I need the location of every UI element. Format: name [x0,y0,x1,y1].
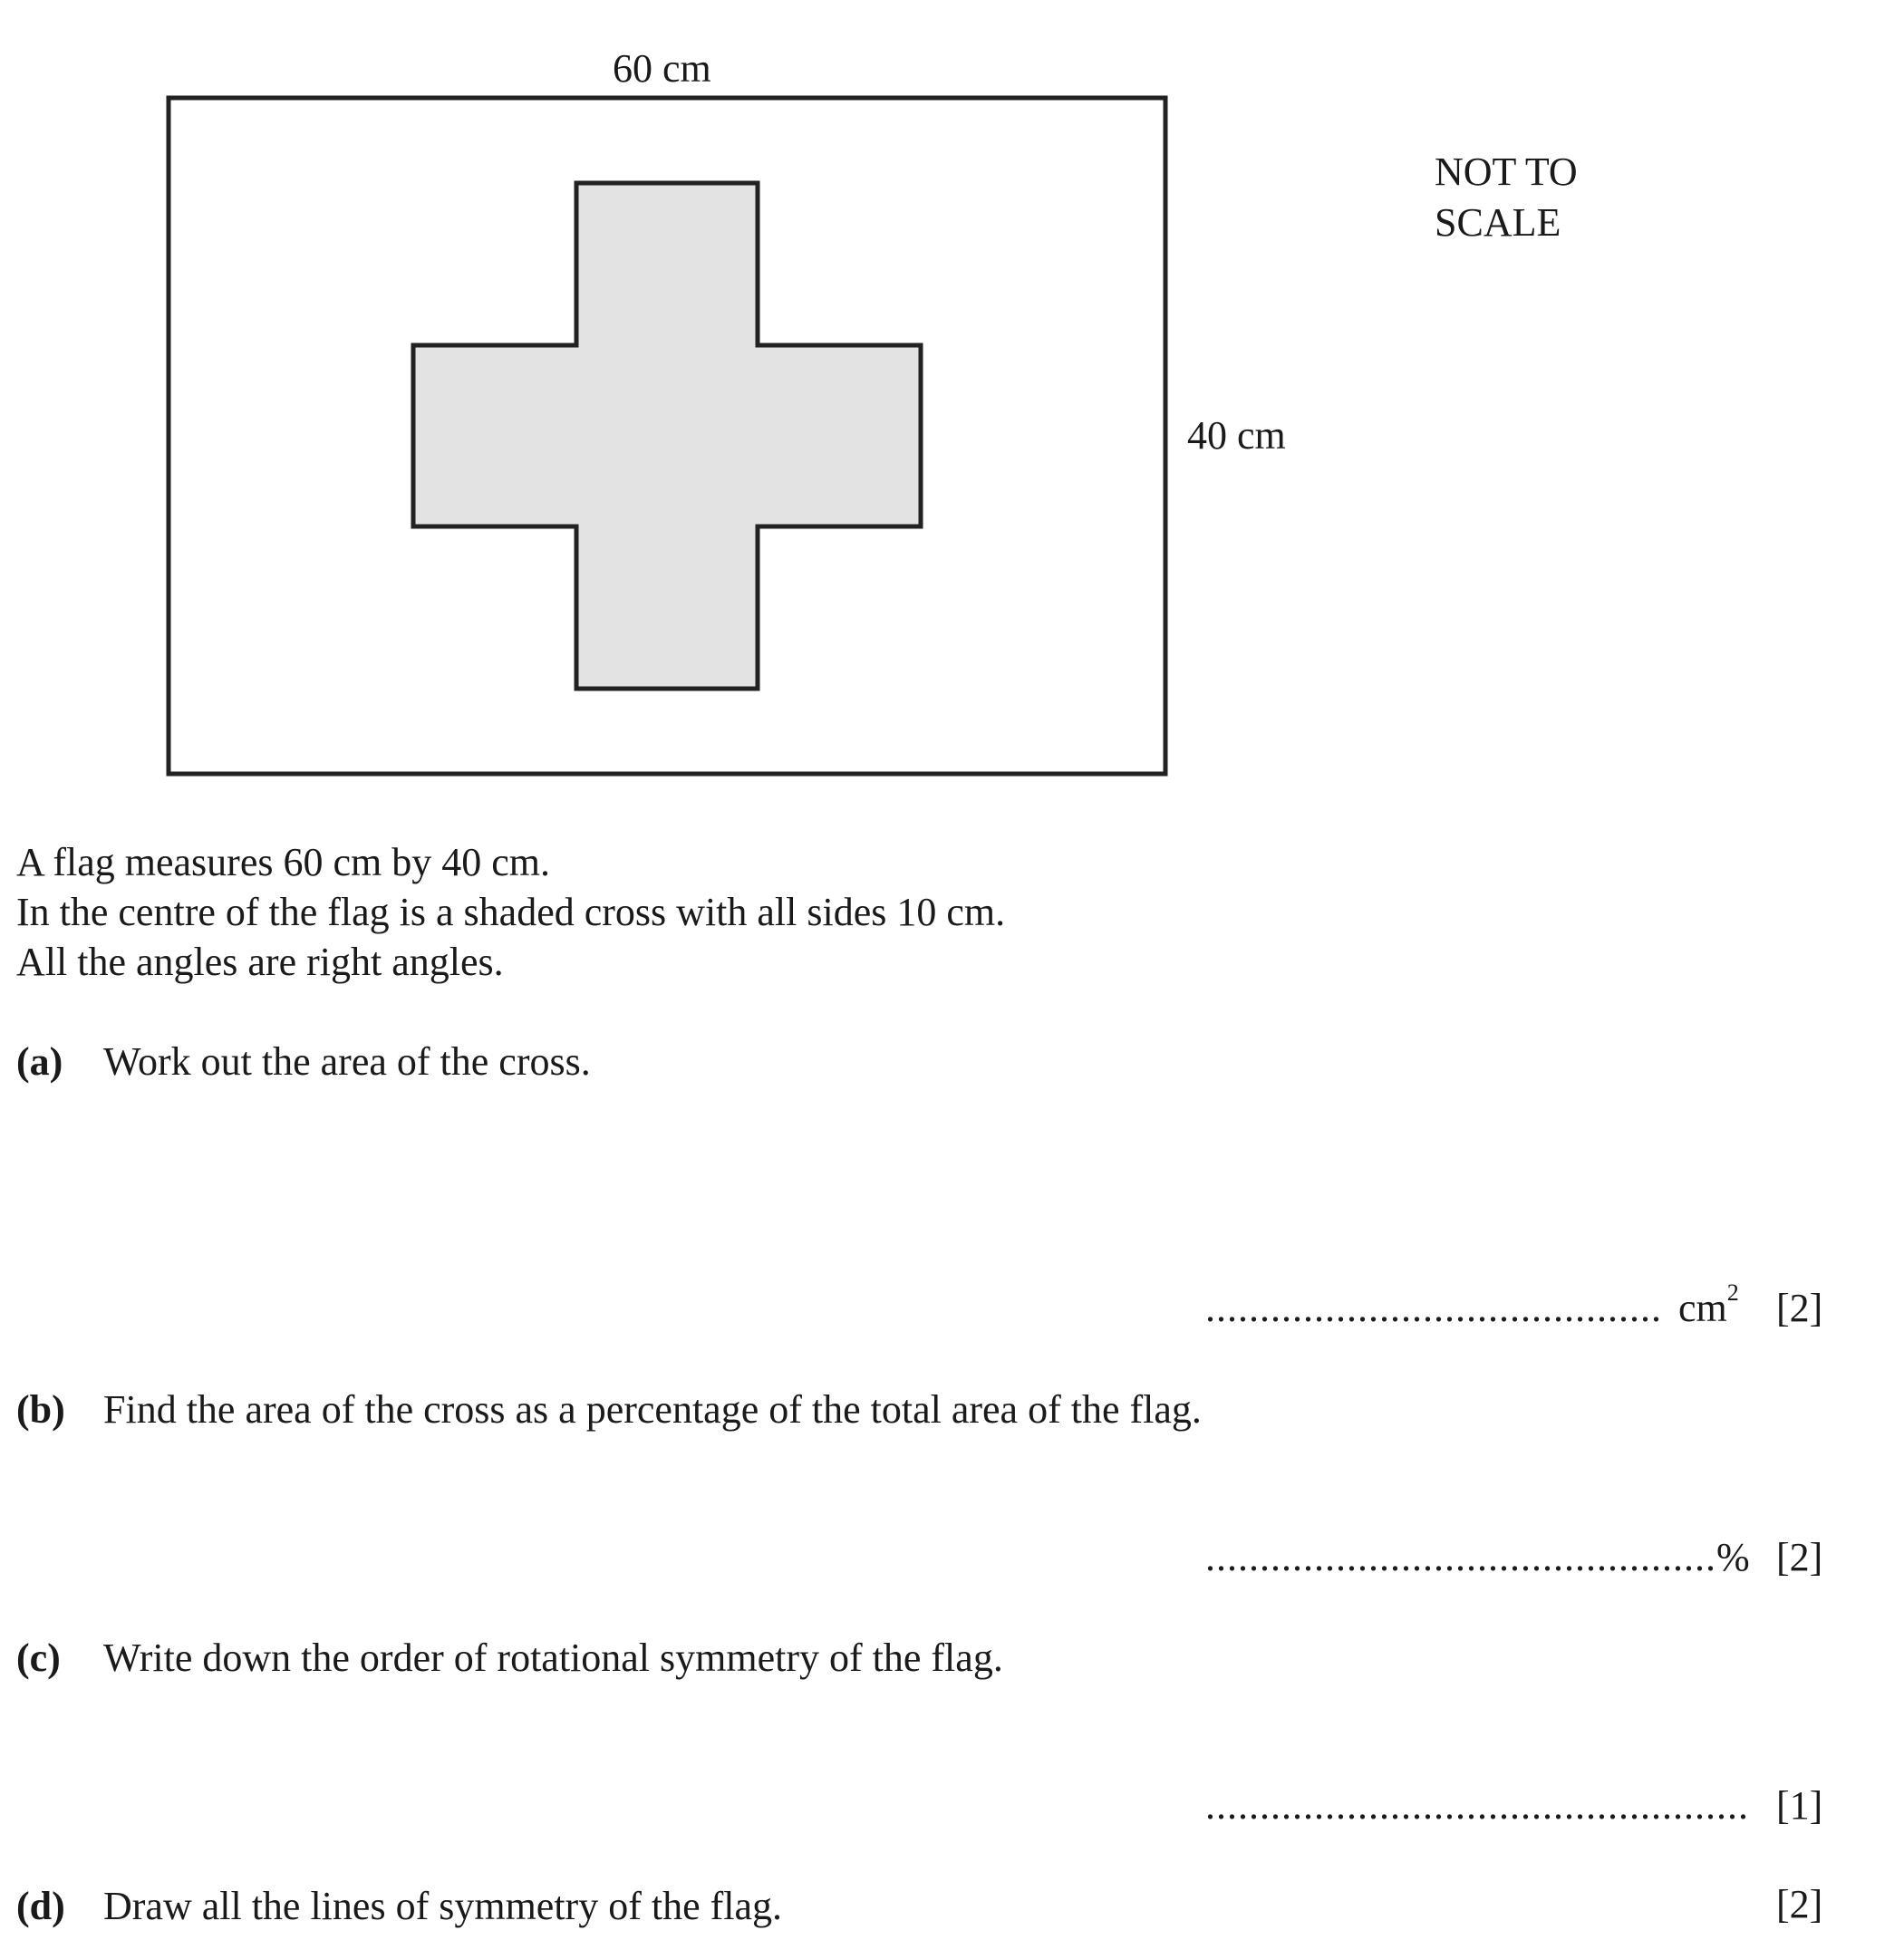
marks-b: [2] [1776,1535,1823,1579]
marks-d: [2] [1776,1882,1823,1926]
not-to-scale-note [1435,147,1578,248]
intro-line-2: In the centre of the flag is a shaded cross with all sides 10 cm. [16,890,1006,934]
question-a-letter: (a) [16,1039,63,1084]
answer-b-unit: % [1716,1535,1750,1579]
flag-height-label: 40 cm [1187,413,1286,458]
question-c-text: Write down the order of rotational symmetry of the flag. [103,1636,1003,1680]
question-a-text: Work out the area of the cross. [103,1039,591,1084]
question-a [16,1037,591,1086]
note-line-1: NOT TO [1435,150,1578,194]
answer-a-line[interactable]: .......................................... [1205,1286,1662,1330]
flag-width-label: 60 cm [613,46,711,91]
question-d-letter: (d) [16,1884,65,1928]
question-c-letter: (c) [16,1636,61,1680]
answer-a-unit [1678,1279,1739,1331]
unit-cm: cm [1678,1286,1727,1330]
question-b-letter: (b) [16,1387,65,1432]
marks-c: [1] [1776,1783,1823,1828]
question-c [16,1633,1003,1683]
intro-line-3: All the angles are right angles. [16,940,504,984]
marks-a: [2] [1776,1286,1823,1330]
question-d [16,1881,783,1931]
answer-c-line[interactable]: .................................................. [1205,1783,1749,1828]
unit-power: 2 [1726,1279,1739,1306]
question-b-text: Find the area of the cross as a percentage of the total area of the flag. [103,1387,1202,1432]
intro-paragraph [16,837,1005,987]
question-d-text: Draw all the lines of symmetry of the flag. [103,1884,783,1928]
flag-diagram [0,0,1904,816]
answer-b-line[interactable]: ............................................... [1205,1535,1716,1579]
intro-line-1: A flag measures 60 cm by 40 cm. [16,840,550,884]
note-line-2: SCALE [1435,200,1561,245]
question-b [16,1385,1202,1434]
